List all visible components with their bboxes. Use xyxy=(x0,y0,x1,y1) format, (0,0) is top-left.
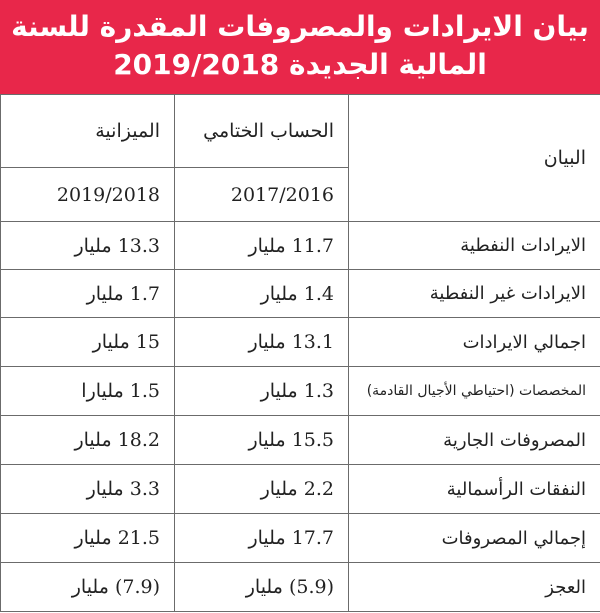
row-value-budget: 1.5 مليارا xyxy=(1,367,175,416)
row-label: المصروفات الجارية xyxy=(349,416,600,465)
header-col-budget: الميزانية xyxy=(1,95,175,168)
row-value-final: 17.7 مليار xyxy=(175,514,349,563)
row-label: العجز xyxy=(349,563,600,612)
header-row-titles xyxy=(1,95,600,168)
row-value-final: (5.9) مليار xyxy=(175,563,349,612)
header-item: البيان xyxy=(349,95,600,222)
row-label: الايرادات غير النفطية xyxy=(349,270,600,318)
table-row xyxy=(1,514,600,563)
row-label: إجمالي المصروفات xyxy=(349,514,600,563)
row-label: المخصصات (احتياطي الأجيال القادمة) xyxy=(349,367,600,416)
row-value-budget: 18.2 مليار xyxy=(1,416,175,465)
row-value-final: 2.2 مليار xyxy=(175,465,349,514)
budget-table xyxy=(0,94,600,612)
title-line-1: بيان الايرادات والمصروفات المقدرة للسنة xyxy=(11,10,589,43)
row-label: الايرادات النفطية xyxy=(349,222,600,270)
table-row xyxy=(1,465,600,514)
table-row xyxy=(1,270,600,318)
header-year-2: 2019/2018 xyxy=(1,168,175,222)
table-row xyxy=(1,222,600,270)
row-value-budget: 21.5 مليار xyxy=(1,514,175,563)
table-row xyxy=(1,563,600,612)
title-line-2: المالية الجديدة 2019/2018 xyxy=(113,48,487,81)
row-value-final: 1.4 مليار xyxy=(175,270,349,318)
row-value-final: 11.7 مليار xyxy=(175,222,349,270)
row-value-budget: 3.3 مليار xyxy=(1,465,175,514)
row-value-final: 13.1 مليار xyxy=(175,318,349,367)
row-label: اجمالي الايرادات xyxy=(349,318,600,367)
table-row xyxy=(1,318,600,367)
row-value-final: 15.5 مليار xyxy=(175,416,349,465)
table-row xyxy=(1,367,600,416)
row-label: النفقات الرأسمالية xyxy=(349,465,600,514)
row-value-final: 1.3 مليار xyxy=(175,367,349,416)
row-value-budget: (7.9) مليار xyxy=(1,563,175,612)
header-year-1: 2017/2016 xyxy=(175,168,349,222)
row-value-budget: 15 مليار xyxy=(1,318,175,367)
header-col-final-account: الحساب الختامي xyxy=(175,95,349,168)
table-row xyxy=(1,416,600,465)
row-value-budget: 13.3 مليار xyxy=(1,222,175,270)
row-value-budget: 1.7 مليار xyxy=(1,270,175,318)
title-banner xyxy=(0,0,600,94)
